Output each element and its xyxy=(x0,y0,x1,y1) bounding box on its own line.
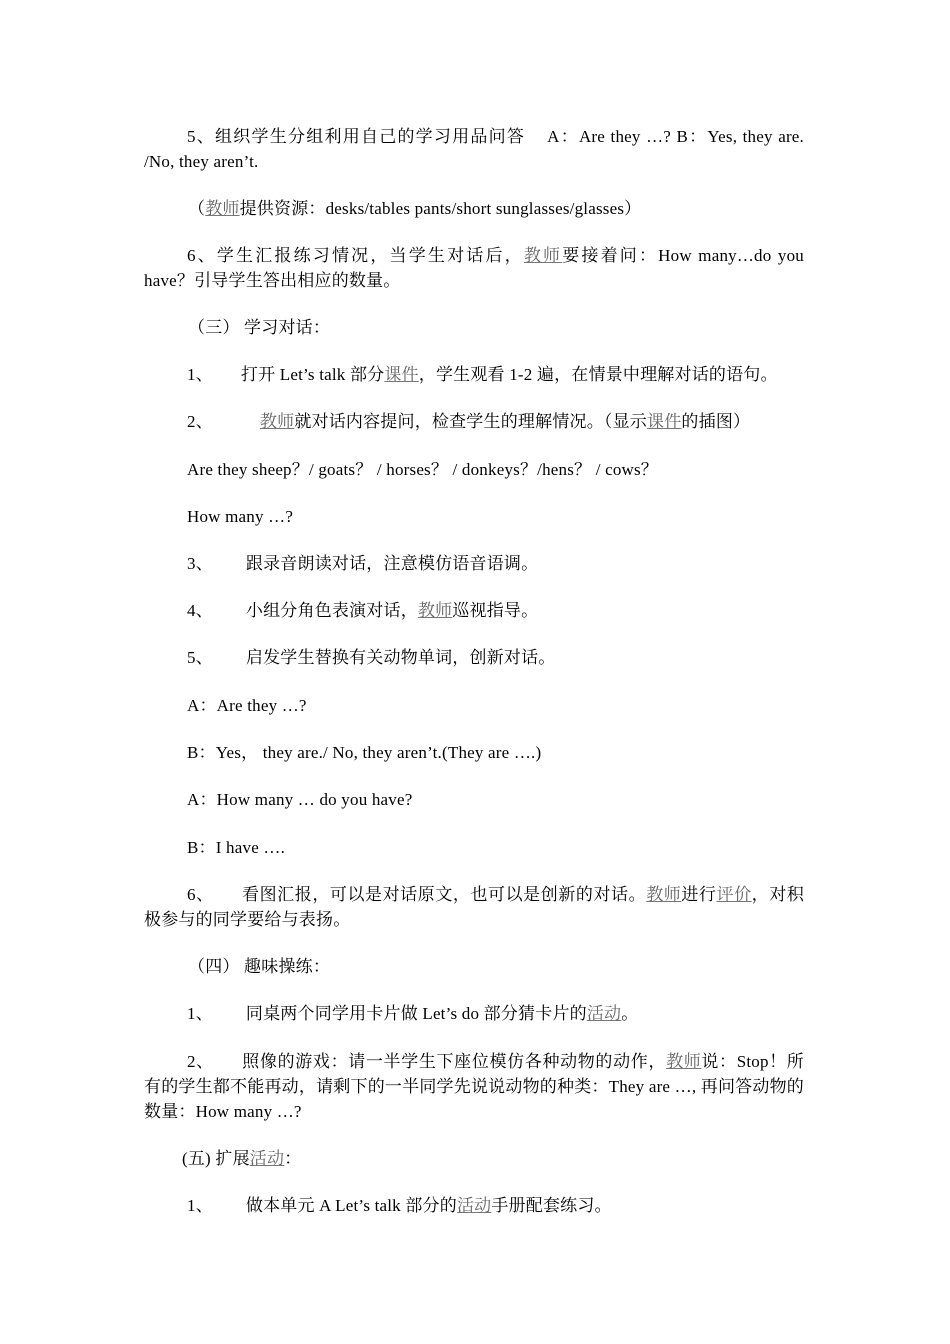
item-number: 1、 xyxy=(187,1196,213,1215)
heading-text-before: (五) 扩展 xyxy=(182,1149,250,1168)
item-text: 启发学生替换有关动物单词，创新对话。 xyxy=(245,648,556,667)
item-number: 1、 xyxy=(187,1004,213,1023)
link-courseware[interactable]: 课件 xyxy=(647,412,682,431)
link-activity[interactable]: 活动 xyxy=(586,1004,622,1023)
item-number: 6、 xyxy=(187,885,214,904)
item-text-before: 照像的游戏：请一半学生下座位模仿各种动物的动作， xyxy=(241,1052,667,1071)
link-teacher[interactable]: 教师 xyxy=(417,601,453,620)
step-5-text: 5、组织学生分组利用自己的学习用品问答 xyxy=(187,127,526,146)
paragraph-step-6 xyxy=(144,243,804,293)
item-text-after: 说：Stop！所有的学生都不能再动，请剩下的一半同学先说说动物的种类：They are …, 再问答动物的数量：How many …? xyxy=(144,1052,804,1121)
section-4-heading: （四） 趣味操练： xyxy=(188,957,331,976)
paragraph-step-5 xyxy=(144,124,804,174)
section-3-heading: （三） 学习对话： xyxy=(188,318,331,337)
dialog-line-b2: B：I have …. xyxy=(187,838,286,857)
resources-text: 提供资源：desks/tables pants/short sunglasses/glasses） xyxy=(239,199,642,218)
step-6-after: 要接着问：How many…do you have？引导学生答出相应的数量。 xyxy=(144,246,804,290)
step-5-dialog: A：Are they …? B：Yes, they are. /No, they aren’t. xyxy=(144,127,804,171)
item-text-before: 打开 Let’s talk 部分 xyxy=(240,365,385,384)
item-text-before: 做本单元 A Let’s talk 部分的 xyxy=(245,1196,457,1215)
item-text-after: ，对积极参与的同学要给与表扬。 xyxy=(144,885,805,929)
section-3-item-2 xyxy=(187,409,750,434)
open-paren: （ xyxy=(188,199,206,218)
item-number: 1、 xyxy=(187,365,213,384)
step-6-before: 6、学生汇报练习情况，当学生对话后， xyxy=(187,246,524,265)
animal-questions: Are they sheep？/ goats？ / horses？ / donkeys？/hens？ / cows？ xyxy=(187,460,659,479)
link-teacher[interactable]: 教师 xyxy=(646,885,682,904)
item-number: 2、 xyxy=(187,412,213,431)
paragraph-resources xyxy=(188,196,641,221)
item-text-middle: 就对话内容提问，检查学生的理解情况。（显示 xyxy=(294,412,648,431)
link-activity[interactable]: 活动 xyxy=(249,1149,285,1168)
item-number: 3、 xyxy=(187,554,213,573)
link-evaluation[interactable]: 评价 xyxy=(716,885,752,904)
dialog-line-b1: B：Yes， they are./ No, they aren’t.(They are ….) xyxy=(187,743,542,762)
dialog-line-a1: A：Are they …? xyxy=(187,696,307,715)
item-text-after: 的插图） xyxy=(681,412,751,431)
section-5-item-1 xyxy=(187,1193,612,1218)
link-courseware[interactable]: 课件 xyxy=(384,365,419,384)
section-4-item-2 xyxy=(144,1049,804,1124)
section-3-item-1 xyxy=(187,362,778,387)
section-3-item-4 xyxy=(187,598,538,623)
item-text-before: 看图汇报，可以是对话原文，也可以是创新的对话。 xyxy=(241,885,647,904)
link-teacher[interactable]: 教师 xyxy=(523,246,563,265)
item-text-after: 手册配套练习。 xyxy=(491,1196,612,1215)
link-activity[interactable]: 活动 xyxy=(456,1196,492,1215)
dialog-line-a2: A：How many … do you have? xyxy=(187,790,413,809)
item-text-middle: 进行 xyxy=(681,885,717,904)
link-teacher[interactable]: 教师 xyxy=(205,199,240,218)
item-number: 5、 xyxy=(187,648,213,667)
link-teacher[interactable]: 教师 xyxy=(259,412,295,431)
item-text-after: 。 xyxy=(621,1004,639,1023)
item-text-before: 小组分角色表演对话， xyxy=(245,601,418,620)
section-5-heading xyxy=(182,1146,301,1171)
item-text-after: 巡视指导。 xyxy=(452,601,539,620)
link-teacher[interactable]: 教师 xyxy=(666,1052,702,1071)
section-3-item-3 xyxy=(187,551,538,576)
section-3-item-5 xyxy=(187,645,556,670)
how-many-question: How many …? xyxy=(187,507,294,526)
item-number: 4、 xyxy=(187,601,213,620)
item-text-before: 同桌两个同学用卡片做 Let’s do 部分猜卡片的 xyxy=(245,1004,587,1023)
item-text: 跟录音朗读对话，注意模仿语音语调。 xyxy=(245,554,539,573)
heading-text-after: ： xyxy=(284,1149,302,1168)
section-4-item-1 xyxy=(187,1001,638,1026)
section-3-item-6 xyxy=(144,882,804,932)
item-number: 2、 xyxy=(187,1052,214,1071)
item-text-after: ，学生观看 1-2 遍，在情景中理解对话的语句。 xyxy=(418,365,778,384)
